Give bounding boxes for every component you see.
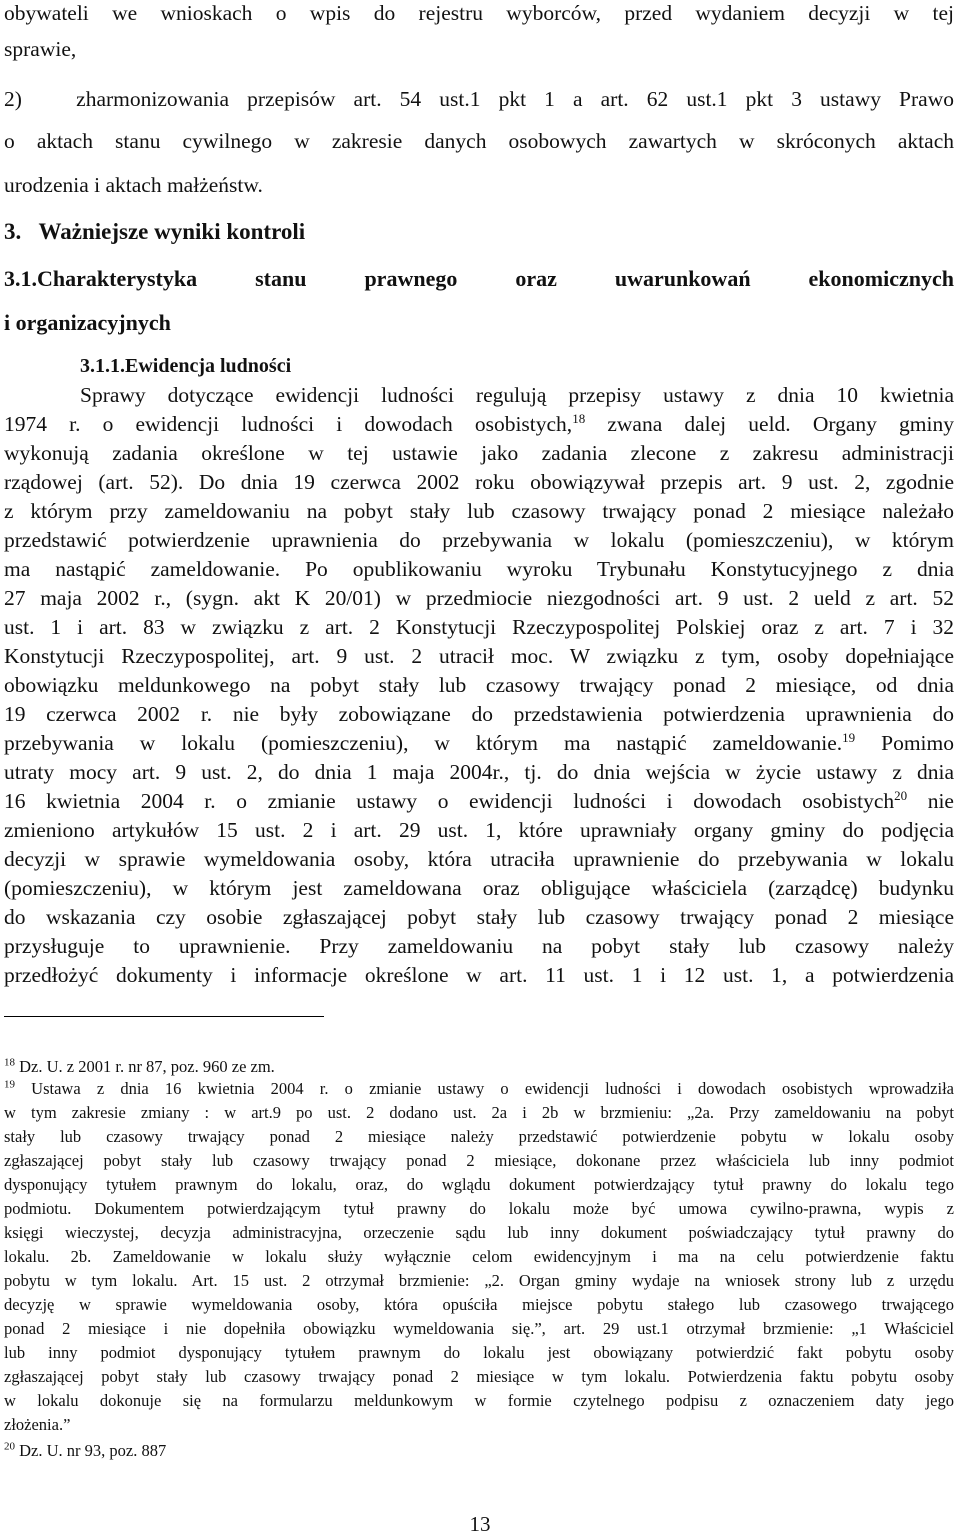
body-line: zmieniono artykułów 15 ust. 2 i art. 29 ust. 1, które uprawniały organy gminy do podjęcia: [4, 818, 954, 842]
footnote-19-line: lub inny podmiot dysponujący tytułem prawnym do lokalu jest obowiązany potwierdzić fakt pobytu osoby: [4, 1343, 954, 1362]
footnote-19-line: w tym zakresie zmiany : w art.9 po ust. 2 dodano ust. 2a i 2b w brzmieniu: „2a. Przy zameldowaniu na pobyt: [4, 1103, 954, 1122]
footnote-19-line: [4, 1078, 954, 1099]
body-line: utraty mocy art. 9 ust. 2, do dnia 1 maja 2004r., tj. do dnia wejścia w życie ustawy z dnia: [4, 760, 954, 784]
body-line: ust. 1 i art. 83 w związku z art. 2 Konstytucji Rzeczypospolitej Polskiej oraz z art. 7 i 32: [4, 615, 954, 639]
footnote-19-line: zgłaszającej pobyt stały lub czasowy trwający ponad 2 miesiące, dokonane przez właściciela lub inny podmiot: [4, 1151, 954, 1170]
body-text: nie: [907, 789, 954, 813]
footnote-19-line: ponad 2 miesiące i nie dopełniła obowiązku wymeldowania się.”, art. 29 ust.1 otrzymał brzmienie: „1 Właściciel: [4, 1319, 954, 1338]
body-line: Konstytucji Rzeczypospolitej, art. 9 ust. 2 utracił moc. W związku z tym, osoby dopełniające: [4, 644, 954, 668]
body-line: (pomieszczeniu), w którym jest zameldowana oraz obligujące właściciela (zarządcę) budynku: [4, 876, 954, 900]
section-heading: 3. Ważniejsze wyniki kontroli: [4, 219, 306, 244]
footnote-ref-19: 19: [842, 729, 856, 745]
body-text: przebywania w lokalu (pomieszczeniu), w którym ma nastąpić zameldowanie.: [4, 731, 843, 755]
body-text: Pomimo: [855, 731, 954, 755]
body-line: [4, 788, 954, 814]
body-line: decyzji w sprawie wymeldowania osoby, która utraciła uprawnienie do przebywania w lokalu: [4, 847, 954, 871]
footnote-number: 18: [4, 1056, 15, 1069]
body-line: ma nastąpić zameldowanie. Po opublikowaniu wyroku Trybunału Konstytucyjnego z dnia: [4, 557, 954, 581]
body-text: 16 kwietnia 2004 r. o zmianie ustawy o ewidencji ludności i dowodach osobistych: [4, 789, 895, 813]
page-number: 13: [469, 1512, 491, 1536]
footnote-text: Dz. U. nr 93, poz. 887: [15, 1441, 167, 1460]
footnote-ref-18: 18: [572, 410, 586, 426]
footnote-18: [4, 1056, 954, 1077]
footnote-number: 20: [4, 1440, 15, 1453]
footnote-19-line: decyzję w sprawie wymeldowania osoby, która opuściła miejsce pobytu stałego lub czasowego trwającego: [4, 1295, 954, 1314]
body-line: do wskazania czy osobie zgłaszającej pobyt stały lub czasowy trwający ponad 2 miesiące: [4, 905, 954, 929]
footnote-number: 19: [4, 1078, 15, 1091]
footnote-separator: [4, 1016, 324, 1017]
footnote-19-line: złożenia.”: [4, 1415, 71, 1434]
footnote-ref-20: 20: [894, 787, 908, 803]
body-line: 27 maja 2002 r., (sygn. akt K 20/01) w przedmiocie niezgodności art. 9 ust. 2 ueld z art. 52: [4, 586, 954, 610]
intro-line: urodzenia i aktach małżeństw.: [4, 173, 263, 197]
subsection-heading-line2: i organizacyjnych: [4, 310, 171, 335]
footnote-20: [4, 1440, 954, 1461]
body-line: Sprawy dotyczące ewidencji ludności regulują przepisy ustawy z dnia 10 kwietnia: [80, 383, 954, 407]
intro-line: obywateli we wnioskach o wpis do rejestru wyborców, przed wydaniem decyzji w tej: [4, 1, 954, 25]
footnote-text: Dz. U. z 2001 r. nr 87, poz. 960 ze zm.: [15, 1057, 275, 1076]
body-line: przedłożyć dokumenty i informacje określone w art. 11 ust. 1 i 12 ust. 1, a potwierdzenia: [4, 963, 954, 987]
body-line: przysługuje to uprawnienie. Przy zameldowaniu na pobyt stały lub czasowy należy: [4, 934, 954, 958]
body-line: wykonują zadania określone w tej ustawie jako zadania zlecone z zakresu administracji: [4, 441, 954, 465]
body-text: zwana dalej ueld. Organy gminy: [585, 412, 954, 436]
body-line: 19 czerwca 2002 r. nie były zobowiązane do przedstawienia potwierdzenia uprawnienia do: [4, 702, 954, 726]
body-line: z którym przy zameldowaniu na pobyt stały lub czasowy trwający ponad 2 miesiące należało: [4, 499, 954, 523]
footnote-19-line: podmiotu. Dokumentem potwierdzającym tytuł prawny do lokalu może być umowa cywilno-prawna, wypis z: [4, 1199, 954, 1218]
subsubsection-heading: 3.1.1.Ewidencja ludności: [80, 355, 292, 377]
intro-line: sprawie,: [4, 37, 77, 61]
intro-line: o aktach stanu cywilnego w zakresie danych osobowych zawartych w skróconych aktach: [4, 129, 954, 153]
intro-line: 2) zharmonizowania przepisów art. 54 ust.1 pkt 1 a art. 62 ust.1 pkt 3 ustawy Prawo: [4, 87, 954, 111]
body-text: 1974 r. o ewidencji ludności i dowodach osobistych,: [4, 412, 573, 436]
footnote-19-line: pobytu w tym lokalu. Art. 15 ust. 2 otrzymał brzmienie: „2. Organ gminy wydaje na wniosek strony lub z urzędu: [4, 1271, 954, 1290]
footnote-19-line: w lokalu dokonuje się na formularzu meldunkowym w formie czytelnego podpisu z oznaczeniem daty jego: [4, 1391, 954, 1410]
body-line: [4, 730, 954, 756]
body-line: [4, 411, 954, 437]
footnote-19-line: księgi wieczystej, decyzja administracyjna, orzeczenie sądu lub inny dokument poświadczający tytuł prawny do: [4, 1223, 954, 1242]
footnote-19-line: zgłaszającej pobyt stały lub czasowy trwający ponad 2 miesiące w tym lokalu. Potwierdzenia faktu pobytu osoby: [4, 1367, 954, 1386]
footnote-19-line: stały lub czasowy trwający ponad 2 miesiące należy przedstawić potwierdzenie pobytu w lokalu osoby: [4, 1127, 954, 1146]
body-line: obowiązku meldunkowego na pobyt stały lub czasowy trwający ponad 2 miesiące, od dnia: [4, 673, 954, 697]
footnote-19-line: lokalu. 2b. Zameldowanie w lokalu służy wyłącznie celom ewidencyjnym i ma na celu potwierdzenie faktu: [4, 1247, 954, 1266]
footnote-text: Ustawa z dnia 16 kwietnia 2004 r. o zmianie ustawy o ewidencji ludności i dowodach osobistych wprowadziła: [15, 1079, 954, 1098]
footnote-19-line: dysponujący tytułem prawnym do lokalu, oraz, do wglądu dokument potwierdzający tytuł prawny do lokalu tego: [4, 1175, 954, 1194]
body-line: przedstawić potwierdzenie uprawnienia do przebywania w lokalu (pomieszczeniu), w którym: [4, 528, 954, 552]
body-line: rządowej (art. 52). Do dnia 19 czerwca 2002 roku obowiązywał przepis art. 9 ust. 2, zgodnie: [4, 470, 954, 494]
subsection-heading-line1: 3.1.Charakterystyka stanu prawnego oraz uwarunkowań ekonomicznych: [4, 266, 954, 291]
